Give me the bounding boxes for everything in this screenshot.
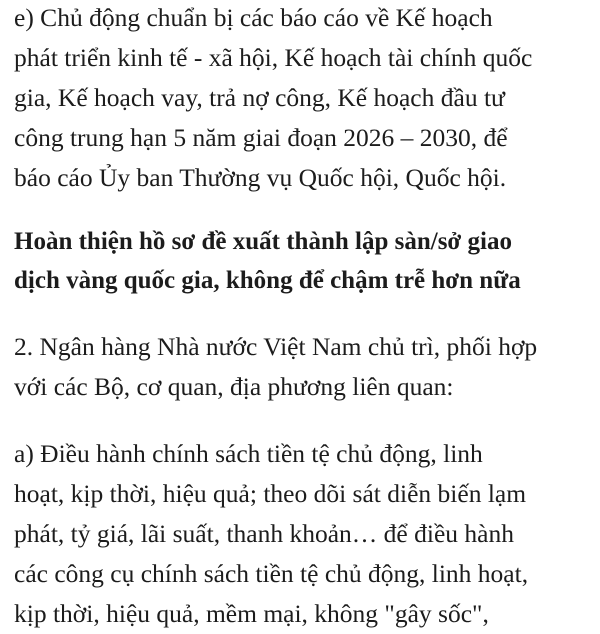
paragraph-line: với các Bộ, cơ quan, địa phương liên quan: [14,372,454,401]
paragraph-e [14,0,594,198]
paragraph-line: các công cụ chính sách tiền tệ chủ động, linh hoạt, [14,559,529,588]
paragraph-line: a) Điều hành chính sách tiền tệ chủ động, linh [14,439,483,468]
paragraph-line: báo cáo Ủy ban Thường vụ Quốc hội, Quốc hội. [14,163,507,192]
paragraph-2 [14,327,594,407]
section-heading [14,223,594,300]
heading-line: dịch vàng quốc gia, không để chậm trễ hơn nữa [14,266,521,294]
paragraph-line: kịp thời, hiệu quả, mềm mại, không "gây sốc", [14,599,489,628]
paragraph-spacing [14,300,594,327]
paragraph-line: phát triển kinh tế - xã hội, Kế hoạch tài chính quốc [14,43,533,72]
paragraph-spacing [14,198,594,223]
paragraph-line: phát, tỷ giá, lãi suất, thanh khoản… để điều hành [14,519,514,548]
paragraph-line: e) Chủ động chuẩn bị các báo cáo về Kế hoạch [14,3,493,32]
paragraph-line: 2. Ngân hàng Nhà nước Việt Nam chủ trì, phối hợp [14,332,538,361]
paragraph-line: hoạt, kịp thời, hiệu quả; theo dõi sát diễn biến lạm [14,479,527,508]
paragraph-line: gia, Kế hoạch vay, trả nợ công, Kế hoạch đầu tư [14,83,505,112]
heading-line: Hoàn thiện hồ sơ đề xuất thành lập sàn/sở giao [14,228,512,255]
paragraph-line: công trung hạn 5 năm giai đoạn 2026 – 2030, để [14,123,508,152]
paragraph-a [14,434,594,634]
paragraph-spacing [14,407,594,434]
article-body [14,0,594,634]
